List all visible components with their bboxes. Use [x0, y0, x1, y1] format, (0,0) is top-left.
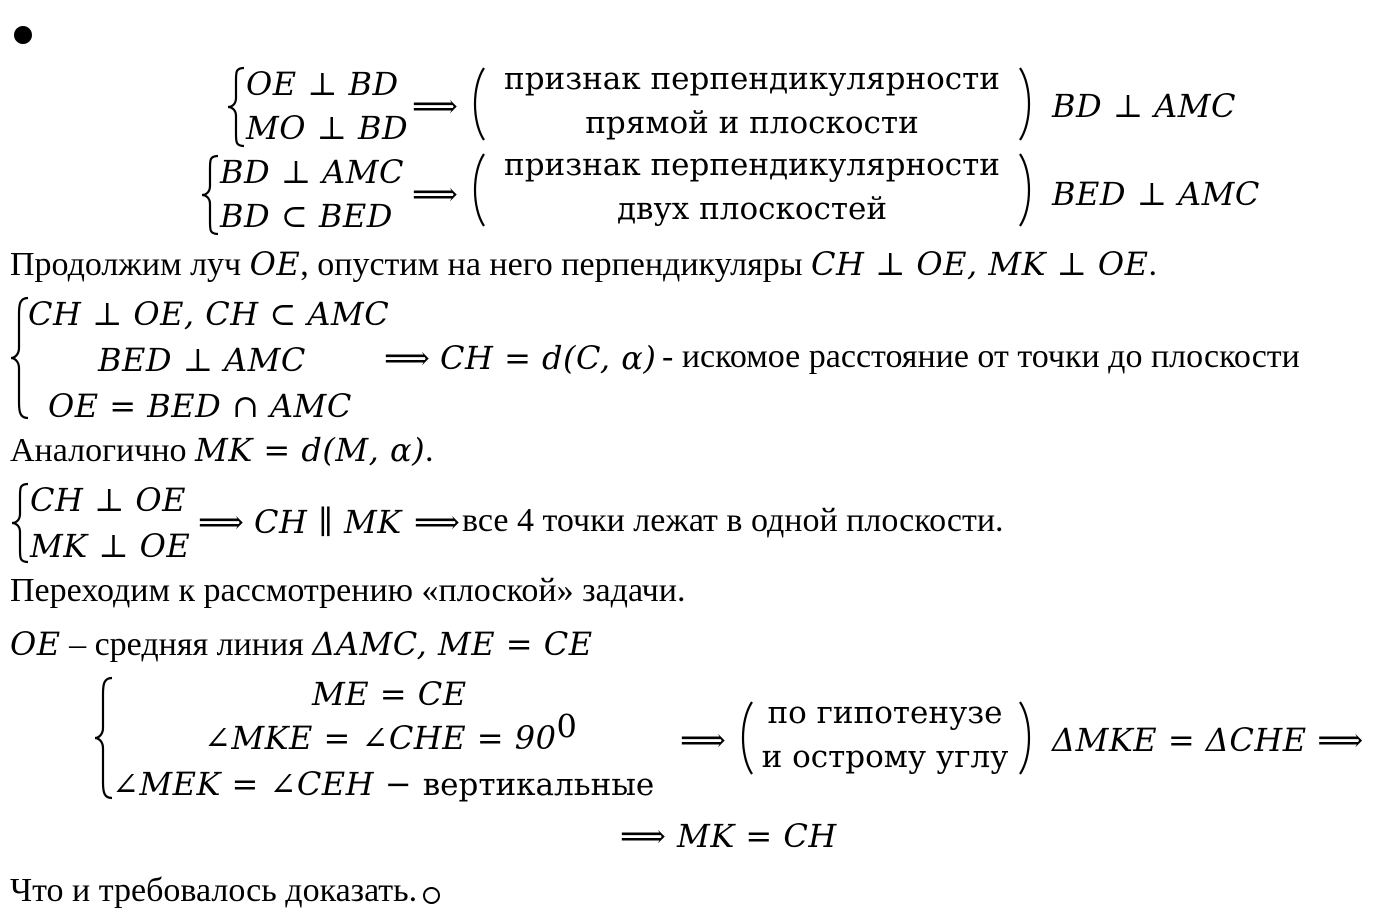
text: Аналогично — [10, 432, 196, 469]
text-line-midline — [10, 625, 593, 663]
system-line: BD ⊂ BED — [220, 197, 393, 235]
block-result: CH = d(C, α) — [440, 339, 657, 377]
implies-arrow: ⟹ — [680, 721, 726, 759]
text: Продолжим луч — [10, 246, 250, 283]
right-paren-icon — [1016, 700, 1036, 776]
system-line: CH ⊥ OE — [30, 481, 186, 519]
math: MK = d(M, α) — [195, 431, 426, 469]
system-line: MK ⊥ OE — [30, 527, 191, 565]
math: OE — [249, 245, 301, 283]
text-line-flat: Переходим к рассмотрению «плоской» задачи. — [10, 572, 686, 609]
paren-text-top: признак перпендикулярности — [504, 147, 1000, 183]
left-brace-icon — [200, 154, 222, 236]
system-line: ME = CE — [312, 675, 467, 713]
system-line — [112, 765, 655, 803]
math: ΔAMC, ME = CE — [312, 625, 593, 663]
left-brace-icon — [10, 482, 32, 564]
system-line: CH ⊥ OE, CH ⊂ AMC — [28, 295, 390, 333]
left-paren-icon — [468, 152, 488, 228]
system-line — [204, 707, 578, 757]
text-line-extend — [10, 245, 1158, 283]
implies-arrow: ⟹ — [412, 175, 458, 213]
block-result: BED ⊥ AMC — [1052, 175, 1260, 213]
system-line: OE = BED ∩ AMC — [48, 387, 352, 425]
degree-superscript: 0 — [556, 707, 578, 746]
right-paren-icon — [1016, 66, 1036, 142]
text-line-qed — [10, 874, 440, 908]
left-paren-icon — [736, 700, 756, 776]
parallel-statement: CH ∥ MK — [254, 503, 402, 541]
paren-text-top: признак перпендикулярности — [504, 61, 1000, 97]
angle-equation: ∠MKE = ∠CHE = 90 — [204, 719, 557, 757]
right-paren-icon — [1016, 152, 1036, 228]
paren-text-bottom: двух плоскостей — [616, 191, 888, 227]
text: вертикальные — [422, 767, 655, 803]
left-brace-icon — [226, 66, 248, 148]
end-of-proof-circle-icon — [423, 887, 440, 904]
implies-arrow: ⟹ — [414, 503, 460, 541]
text-line-analog — [10, 431, 434, 469]
implies-arrow: ⟹ — [198, 503, 244, 541]
text: . — [425, 432, 434, 469]
text: , опустим на него перпендикуляры — [300, 246, 812, 283]
text: – средняя линия — [60, 626, 313, 663]
result-description: - искомое расстояние от точки до плоскости — [662, 338, 1300, 375]
implies-arrow: ⟹ — [384, 339, 430, 377]
system-line: BED ⊥ AMC — [98, 341, 306, 379]
bullet-icon — [14, 26, 32, 44]
system-line: BD ⊥ AMC — [220, 153, 404, 191]
conclusion-text: все 4 точки лежат в одной плоскости. — [462, 502, 1004, 539]
left-paren-icon — [468, 66, 488, 142]
paren-text-bottom: и острому углу — [761, 739, 1009, 775]
text: . — [1148, 246, 1158, 283]
text: Что и требовалось доказать. — [10, 872, 418, 909]
system-line: MO ⊥ BD — [246, 109, 409, 147]
math: CH ⊥ OE, MK ⊥ OE — [811, 245, 1149, 283]
implies-arrow: ⟹ — [412, 87, 458, 125]
math: ∠MEK = ∠CEH − — [112, 765, 423, 803]
block-result: BD ⊥ AMC — [1052, 87, 1236, 125]
system-line: OE ⊥ BD — [246, 65, 399, 103]
math: OE — [10, 625, 61, 663]
final-result: ⟹ MK = CH — [620, 817, 837, 855]
paren-text-bottom: прямой и плоскости — [585, 105, 919, 141]
paren-text-top: по гипотенузе — [767, 695, 1003, 731]
block-result: ΔMKE = ΔCHE ⟹ — [1052, 721, 1364, 759]
